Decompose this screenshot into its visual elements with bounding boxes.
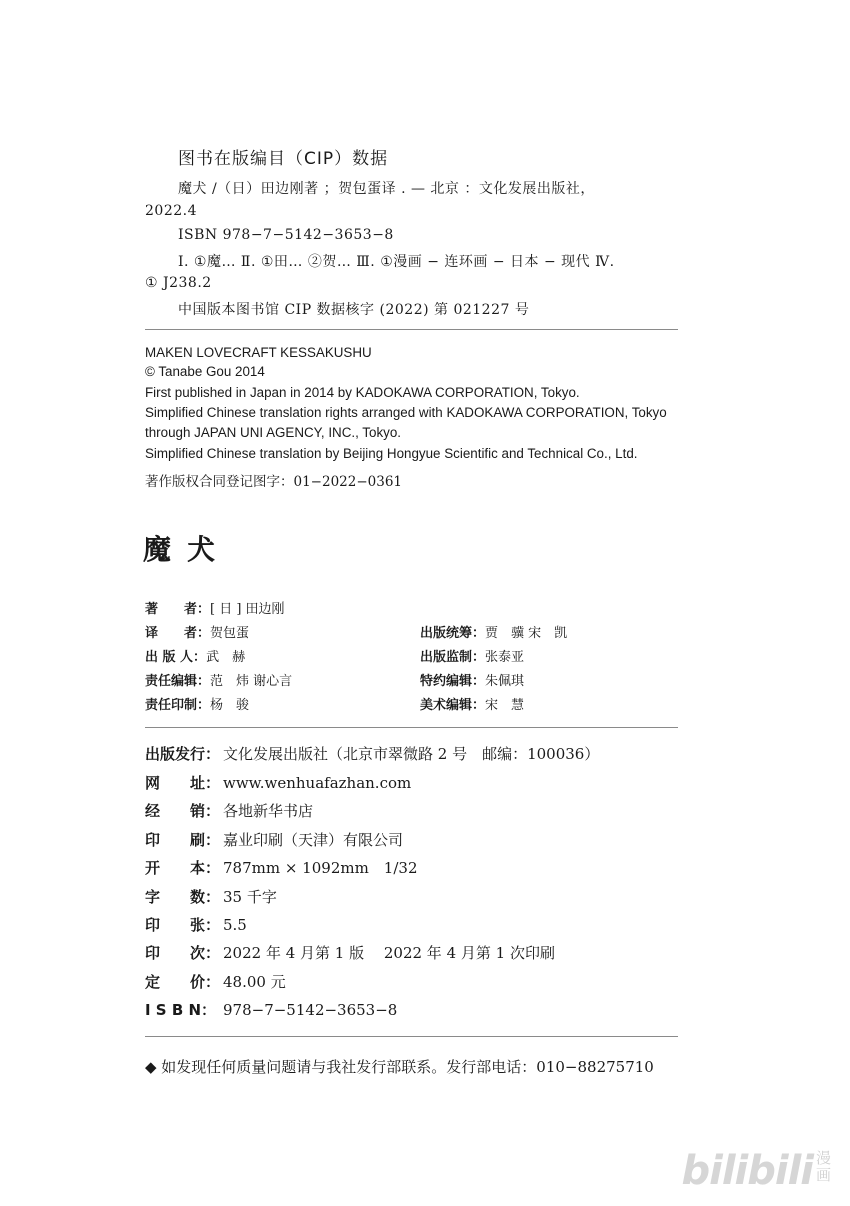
pub-value: www.wenhuafazhan.com <box>223 774 412 792</box>
pub-line-printer <box>145 829 403 850</box>
pub-line-website <box>145 772 411 793</box>
credit-supervisor <box>420 646 524 665</box>
credit-translator <box>145 622 249 641</box>
divider <box>145 727 678 728</box>
pub-value: 978−7−5142−3653−8 <box>223 1001 398 1019</box>
english-line-5: through JAPAN UNI AGENCY, INC., Tokyo. <box>145 425 402 440</box>
credit-value: 武 赫 <box>206 650 246 665</box>
pub-line-isbn <box>145 999 397 1020</box>
credit-value: 杨 骏 <box>210 698 250 713</box>
credit-printing <box>145 694 249 713</box>
credit-label: 责任印制： <box>145 698 211 713</box>
english-line-1: MAKEN LOVECRAFT KESSAKUSHU <box>145 345 372 360</box>
english-line-2: © Tanabe Gou 2014 <box>145 364 265 379</box>
pub-line-wordcount <box>145 886 277 907</box>
book-title: 魔犬 <box>143 533 232 566</box>
bilibili-manga-watermark <box>681 1148 832 1194</box>
divider <box>145 329 678 330</box>
pub-value: 48.00 元 <box>223 973 286 991</box>
cip-line-3: ISBN 978−7−5142−3653−8 <box>178 227 394 243</box>
bilibili-logo: bilibili <box>681 1148 813 1194</box>
credit-label: 出版监制： <box>420 650 486 665</box>
pub-value: 嘉业印刷（天津）有限公司 <box>223 831 404 849</box>
credit-art-editor <box>420 694 524 713</box>
pub-line-publisher <box>145 743 599 764</box>
credit-coordinator <box>420 622 567 641</box>
credit-label: 出 版 人： <box>145 650 207 665</box>
credit-author <box>145 598 285 617</box>
pub-line-price <box>145 971 286 992</box>
credit-value: 朱佩琪 <box>485 674 525 689</box>
pub-label: 网 址： <box>145 774 221 792</box>
pub-label: 印 张： <box>145 916 221 934</box>
pub-label: 开 本： <box>145 859 221 877</box>
credit-special-editor <box>420 670 524 689</box>
cip-line-5: ① J238.2 <box>145 275 212 291</box>
credit-label: 出版统筹： <box>420 626 486 641</box>
cip-line-4: Ⅰ. ①魔… Ⅱ. ①田… ②贺… Ⅲ. ①漫画 − 连环画 − 日本 − 现代 Ⅳ. <box>178 254 615 270</box>
pub-label: 定 价： <box>145 973 221 991</box>
copyright-registration: 著作版权合同登记图字：01−2022−0361 <box>145 474 403 490</box>
pub-line-edition <box>145 942 555 963</box>
credit-value: [ 日 ] 田边刚 <box>210 602 285 617</box>
credit-publisher <box>145 646 245 665</box>
cip-line-2: 2022.4 <box>145 203 197 219</box>
pub-value: 5.5 <box>223 916 247 934</box>
pub-line-format <box>145 857 418 878</box>
cip-line-6: 中国版本图书馆 CIP 数据核字 (2022) 第 021227 号 <box>178 302 530 318</box>
credit-label: 特约编辑： <box>420 674 486 689</box>
pub-line-sheets <box>145 914 247 935</box>
english-line-4: Simplified Chinese translation rights arranged with KADOKAWA CORPORATION, Tokyo <box>145 405 667 420</box>
credit-label: 责任编辑： <box>145 674 211 689</box>
credit-label: 译 者： <box>145 626 211 641</box>
pub-value: 35 千字 <box>223 888 277 906</box>
english-line-6: Simplified Chinese translation by Beijing Hongyue Scientific and Technical Co., Ltd. <box>145 446 638 461</box>
cip-line-1: 魔犬 /（日）田边刚著 ；贺包蛋译 . — 北京 ：文化发展出版社， <box>178 181 595 197</box>
credit-value: 贾 骥 宋 凯 <box>485 626 568 641</box>
pub-value: 2022 年 4 月第 1 版 2022 年 4 月第 1 次印刷 <box>223 944 555 962</box>
pub-line-distributor <box>145 800 313 821</box>
pub-label: I S B N： <box>145 1001 217 1019</box>
credit-editor <box>145 670 292 689</box>
pub-value: 文化发展出版社（北京市翠微路 2 号 邮编：100036） <box>223 745 600 763</box>
pub-value: 各地新华书店 <box>223 802 314 820</box>
manga-label: 漫画 <box>816 1149 832 1184</box>
credit-value: 宋 慧 <box>485 698 525 713</box>
pub-value: 787mm × 1092mm 1/32 <box>223 859 418 877</box>
cip-title: 图书在版编目（CIP）数据 <box>178 149 389 169</box>
credit-value: 贺包蛋 <box>210 626 250 641</box>
credit-value: 张泰亚 <box>485 650 525 665</box>
quality-notice: ◆ 如发现任何质量问题请与我社发行部联系。发行部电话：010−88275710 <box>145 1058 654 1076</box>
credit-label: 美术编辑： <box>420 698 486 713</box>
credit-label: 著 者： <box>145 602 211 617</box>
english-line-3: First published in Japan in 2014 by KADOKAWA CORPORATION, Tokyo. <box>145 385 580 400</box>
pub-label: 经 销： <box>145 802 221 820</box>
pub-label: 印 刷： <box>145 831 221 849</box>
credit-value: 范 炜 谢心言 <box>210 674 293 689</box>
pub-label: 出版发行： <box>145 745 221 763</box>
divider <box>145 1036 678 1037</box>
pub-label: 印 次： <box>145 944 221 962</box>
pub-label: 字 数： <box>145 888 221 906</box>
